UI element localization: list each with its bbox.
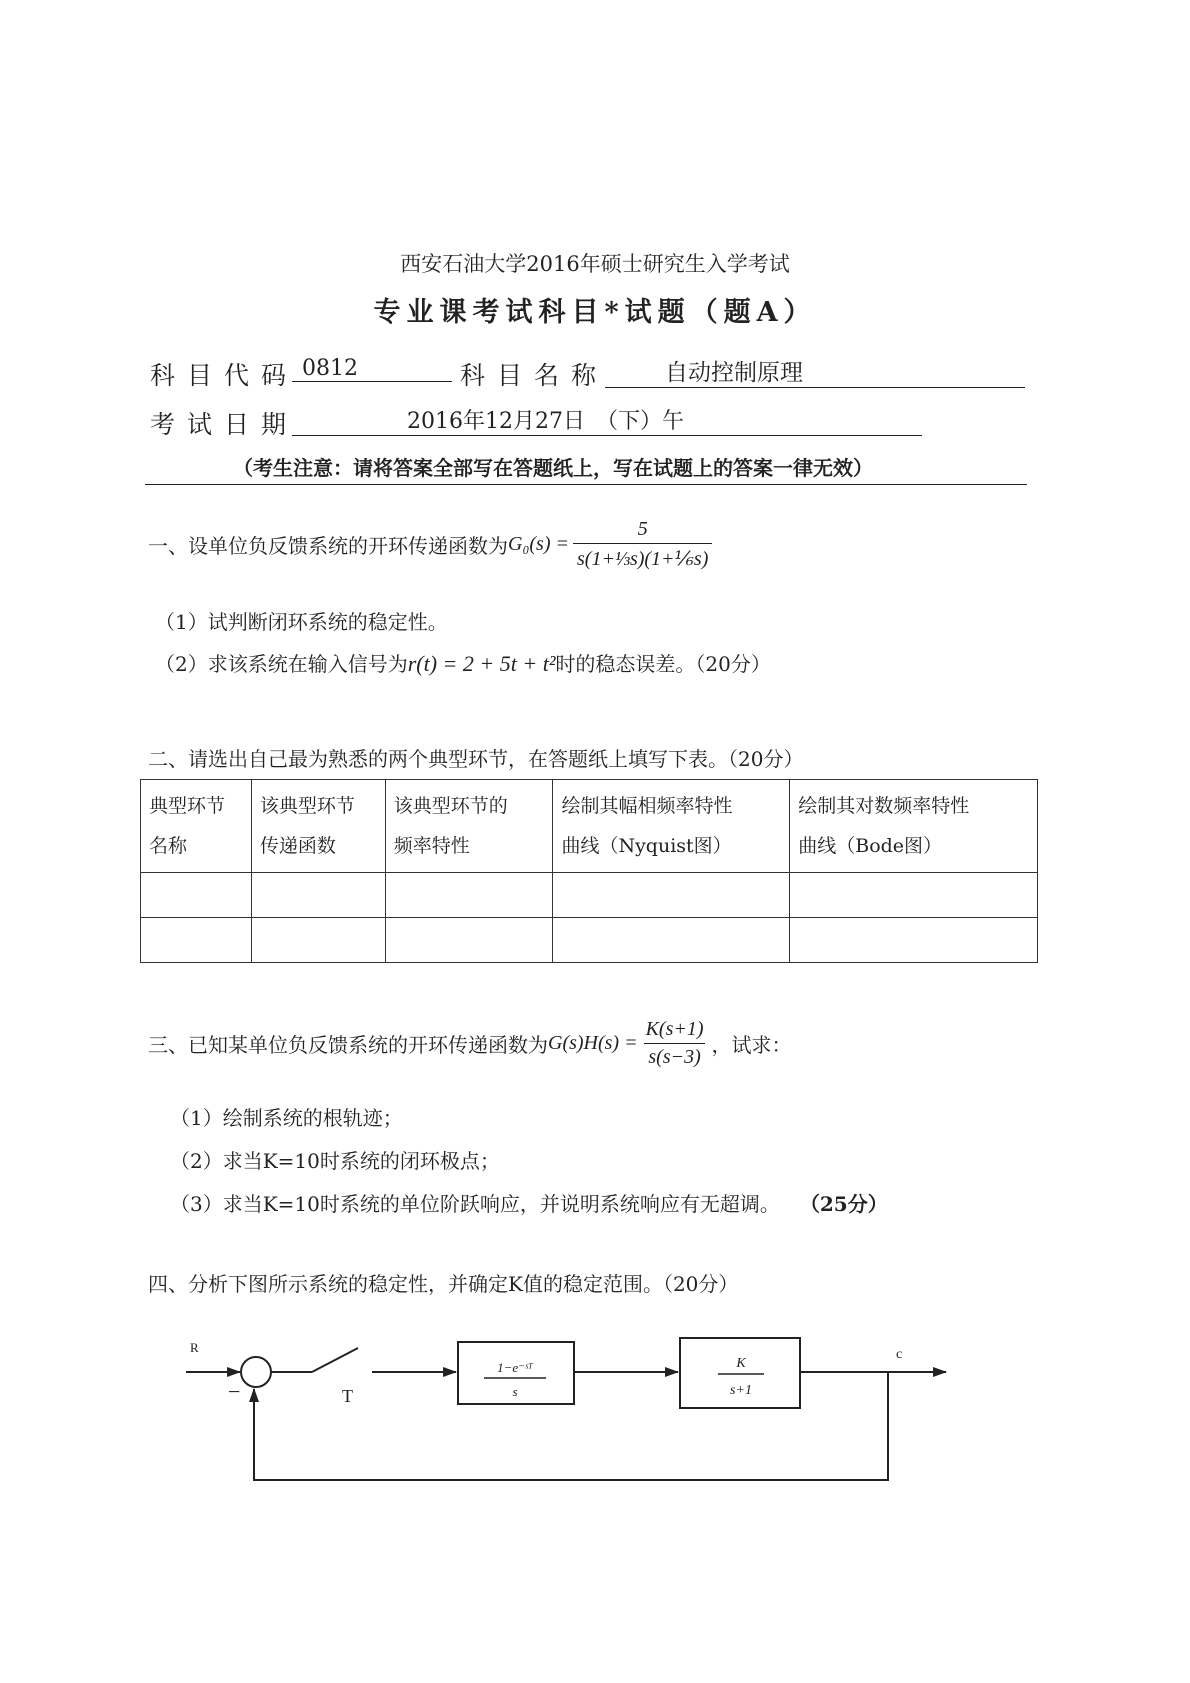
block2-numerator: K xyxy=(736,1356,746,1371)
subject-name-label: 科目名称 xyxy=(460,361,609,390)
q1-sub2-pre: （2）求该系统在输入信号为 xyxy=(155,652,408,676)
block1-denominator: s xyxy=(512,1384,518,1399)
subject-name-value: 自动控制原理 xyxy=(605,354,1025,388)
table-header-cell: 典型环节 名称 xyxy=(141,780,252,873)
q3-lhs: G(s)H(s) = xyxy=(548,1032,638,1054)
q3-denominator: s(s−3) xyxy=(644,1043,704,1069)
q1-prefix: 一、设单位负反馈系统的开环传递函数为 xyxy=(148,534,508,558)
exam-header-line2: 专业课考试科目*试题（题A） xyxy=(373,297,817,328)
output-label: c xyxy=(896,1347,903,1362)
block1-numerator: 1−e⁻ˢᵀ xyxy=(497,1360,533,1375)
subject-code-label: 科目代码 xyxy=(150,361,299,390)
exam-date-value: 2016年12月27日 （下）午 xyxy=(292,404,922,436)
question-4: 四、分析下图所示系统的稳定性，并确定K值的稳定范围。（20分） xyxy=(148,1272,739,1296)
q3-numerator: K(s+1) xyxy=(645,1018,704,1040)
table-header-cell: 该典型环节 传递函数 xyxy=(251,780,385,873)
table-header-cell: 绘制其对数频率特性 曲线（Bode图） xyxy=(790,780,1038,873)
block2-denominator: s+1 xyxy=(730,1383,752,1398)
q1-numerator: 5 xyxy=(637,518,648,540)
q3-suffix: ，试求： xyxy=(711,1033,792,1057)
q1-lhs: G₀(s) = xyxy=(508,533,569,555)
subject-code-value: 0812 xyxy=(292,356,452,382)
exam-date-label: 考试日期 xyxy=(150,410,299,439)
q3-sub3-text: （3）求当K=10时系统的单位阶跃响应，并说明系统响应有无超调。 xyxy=(170,1192,780,1216)
q3-prefix: 三、已知某单位负反馈系统的开环传递函数为 xyxy=(148,1033,548,1057)
q3-sub1: （1）绘制系统的根轨迹； xyxy=(170,1106,403,1130)
input-label: R xyxy=(190,1340,199,1355)
q1-sub2-post: 时的稳态误差。（20分） xyxy=(555,652,771,676)
question-2: 二、请选出自己最为熟悉的两个典型环节，在答题纸上填写下表。（20分） xyxy=(148,747,804,771)
q1-sub1: （1）试判断闭环系统的稳定性。 xyxy=(155,610,448,634)
q1-sub2-math: r(t) = 2 + 5t + t² xyxy=(407,651,556,676)
table-header-cell: 绘制其幅相频率特性 曲线（Nyquist图） xyxy=(553,780,790,873)
exam-header-line1: 西安石油大学2016年硕士研究生入学考试 xyxy=(400,252,790,276)
summing-junction xyxy=(241,1357,271,1387)
switch-label: T xyxy=(342,1386,353,1406)
q3-sub2: （2）求当K=10时系统的闭环极点； xyxy=(170,1149,500,1173)
exam-notice: （考生注意：请将答案全部写在答题纸上，写在试题上的答案一律无效） xyxy=(233,456,873,480)
minus-sign: − xyxy=(228,1379,241,1404)
q1-denominator: s(1+⅓s)(1+⅙s) xyxy=(573,543,712,571)
sampler-switch xyxy=(312,1348,358,1372)
table-header-cell: 该典型环节的 频率特性 xyxy=(385,780,553,873)
q3-score: （25分） xyxy=(809,1192,888,1216)
